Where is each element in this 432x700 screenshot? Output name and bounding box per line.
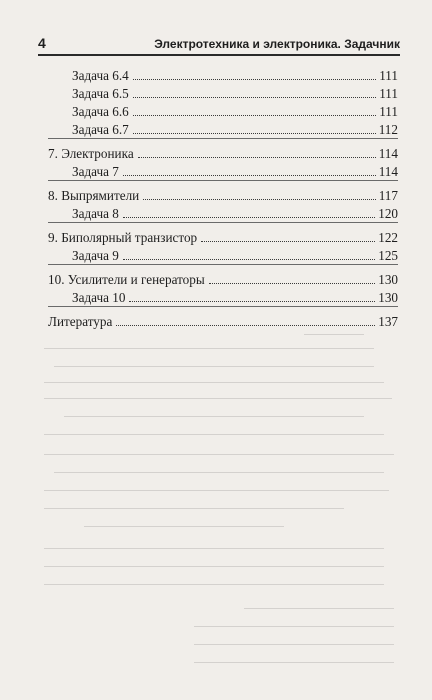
toc-entry-page: 120 xyxy=(378,206,398,221)
toc-entry xyxy=(72,66,398,84)
toc-leader-dots xyxy=(116,324,375,326)
section-divider xyxy=(48,138,398,139)
toc-entry-label: Задача 6.7 xyxy=(72,122,129,137)
toc-entry-label: Задача 6.5 xyxy=(72,86,129,101)
toc-leader-dots xyxy=(123,174,376,176)
page-number: 4 xyxy=(38,35,46,51)
toc-leader-dots xyxy=(133,114,376,116)
toc-leader-dots xyxy=(129,300,375,302)
toc-chapter-page: 122 xyxy=(378,230,398,245)
section-divider xyxy=(48,264,398,265)
toc-entry-label: Задача 6.4 xyxy=(72,68,129,83)
toc-entry-page: 130 xyxy=(378,290,398,305)
toc-chapter-label: 8. Выпрямители xyxy=(48,188,140,203)
toc-entry xyxy=(72,84,398,102)
toc-entry-label: Задача 10 xyxy=(72,290,126,305)
toc-leader-dots xyxy=(201,240,375,242)
toc-chapter-page: 114 xyxy=(378,146,398,161)
toc-chapter xyxy=(48,228,398,246)
toc-entry-label: Задача 9 xyxy=(72,248,119,263)
toc-chapter xyxy=(48,144,398,162)
bleed-through-texture xyxy=(44,326,402,680)
toc-chapter-label: 10. Усилители и генераторы xyxy=(48,272,205,287)
toc-entry-label: Задача 8 xyxy=(72,206,119,221)
toc-leader-dots xyxy=(133,132,376,134)
toc-entry-page: 125 xyxy=(378,248,398,263)
toc-chapter-label: 9. Биполярный транзистор xyxy=(48,230,198,245)
toc-entry xyxy=(72,162,398,180)
section-divider xyxy=(48,180,398,181)
toc-entry-page: 114 xyxy=(378,164,398,179)
toc-chapter-page: 130 xyxy=(378,272,398,287)
toc-entry xyxy=(72,288,398,306)
toc-entry xyxy=(72,120,398,138)
toc-entry-page: 111 xyxy=(379,68,398,83)
toc-chapter xyxy=(48,186,398,204)
toc-leader-dots xyxy=(123,258,375,260)
section-divider xyxy=(48,222,398,223)
toc-entry-label: Задача 7 xyxy=(72,164,119,179)
toc-leader-dots xyxy=(123,216,375,218)
toc-entry-page: 112 xyxy=(378,122,398,137)
toc-chapter-page: 137 xyxy=(378,314,398,329)
toc-entry xyxy=(72,246,398,264)
toc-chapter xyxy=(48,270,398,288)
toc-chapter xyxy=(48,312,398,330)
toc-chapter-label: 7. Электроника xyxy=(48,146,134,161)
toc-chapter-page: 117 xyxy=(378,188,398,203)
toc-chapter-label: Литература xyxy=(48,314,113,329)
toc-leader-dots xyxy=(133,78,376,80)
toc-entry-page: 111 xyxy=(379,104,398,119)
toc-leader-dots xyxy=(138,156,376,158)
toc-leader-dots xyxy=(143,198,375,200)
toc-entry xyxy=(72,102,398,120)
running-title: Электротехника и электроника. Задачник xyxy=(154,37,400,51)
page-header xyxy=(38,30,400,56)
toc-entry-page: 111 xyxy=(379,86,398,101)
toc-entry xyxy=(72,204,398,222)
toc-entry-label: Задача 6.6 xyxy=(72,104,129,119)
toc-leader-dots xyxy=(209,282,375,284)
section-divider xyxy=(48,306,398,307)
toc-leader-dots xyxy=(133,96,376,98)
